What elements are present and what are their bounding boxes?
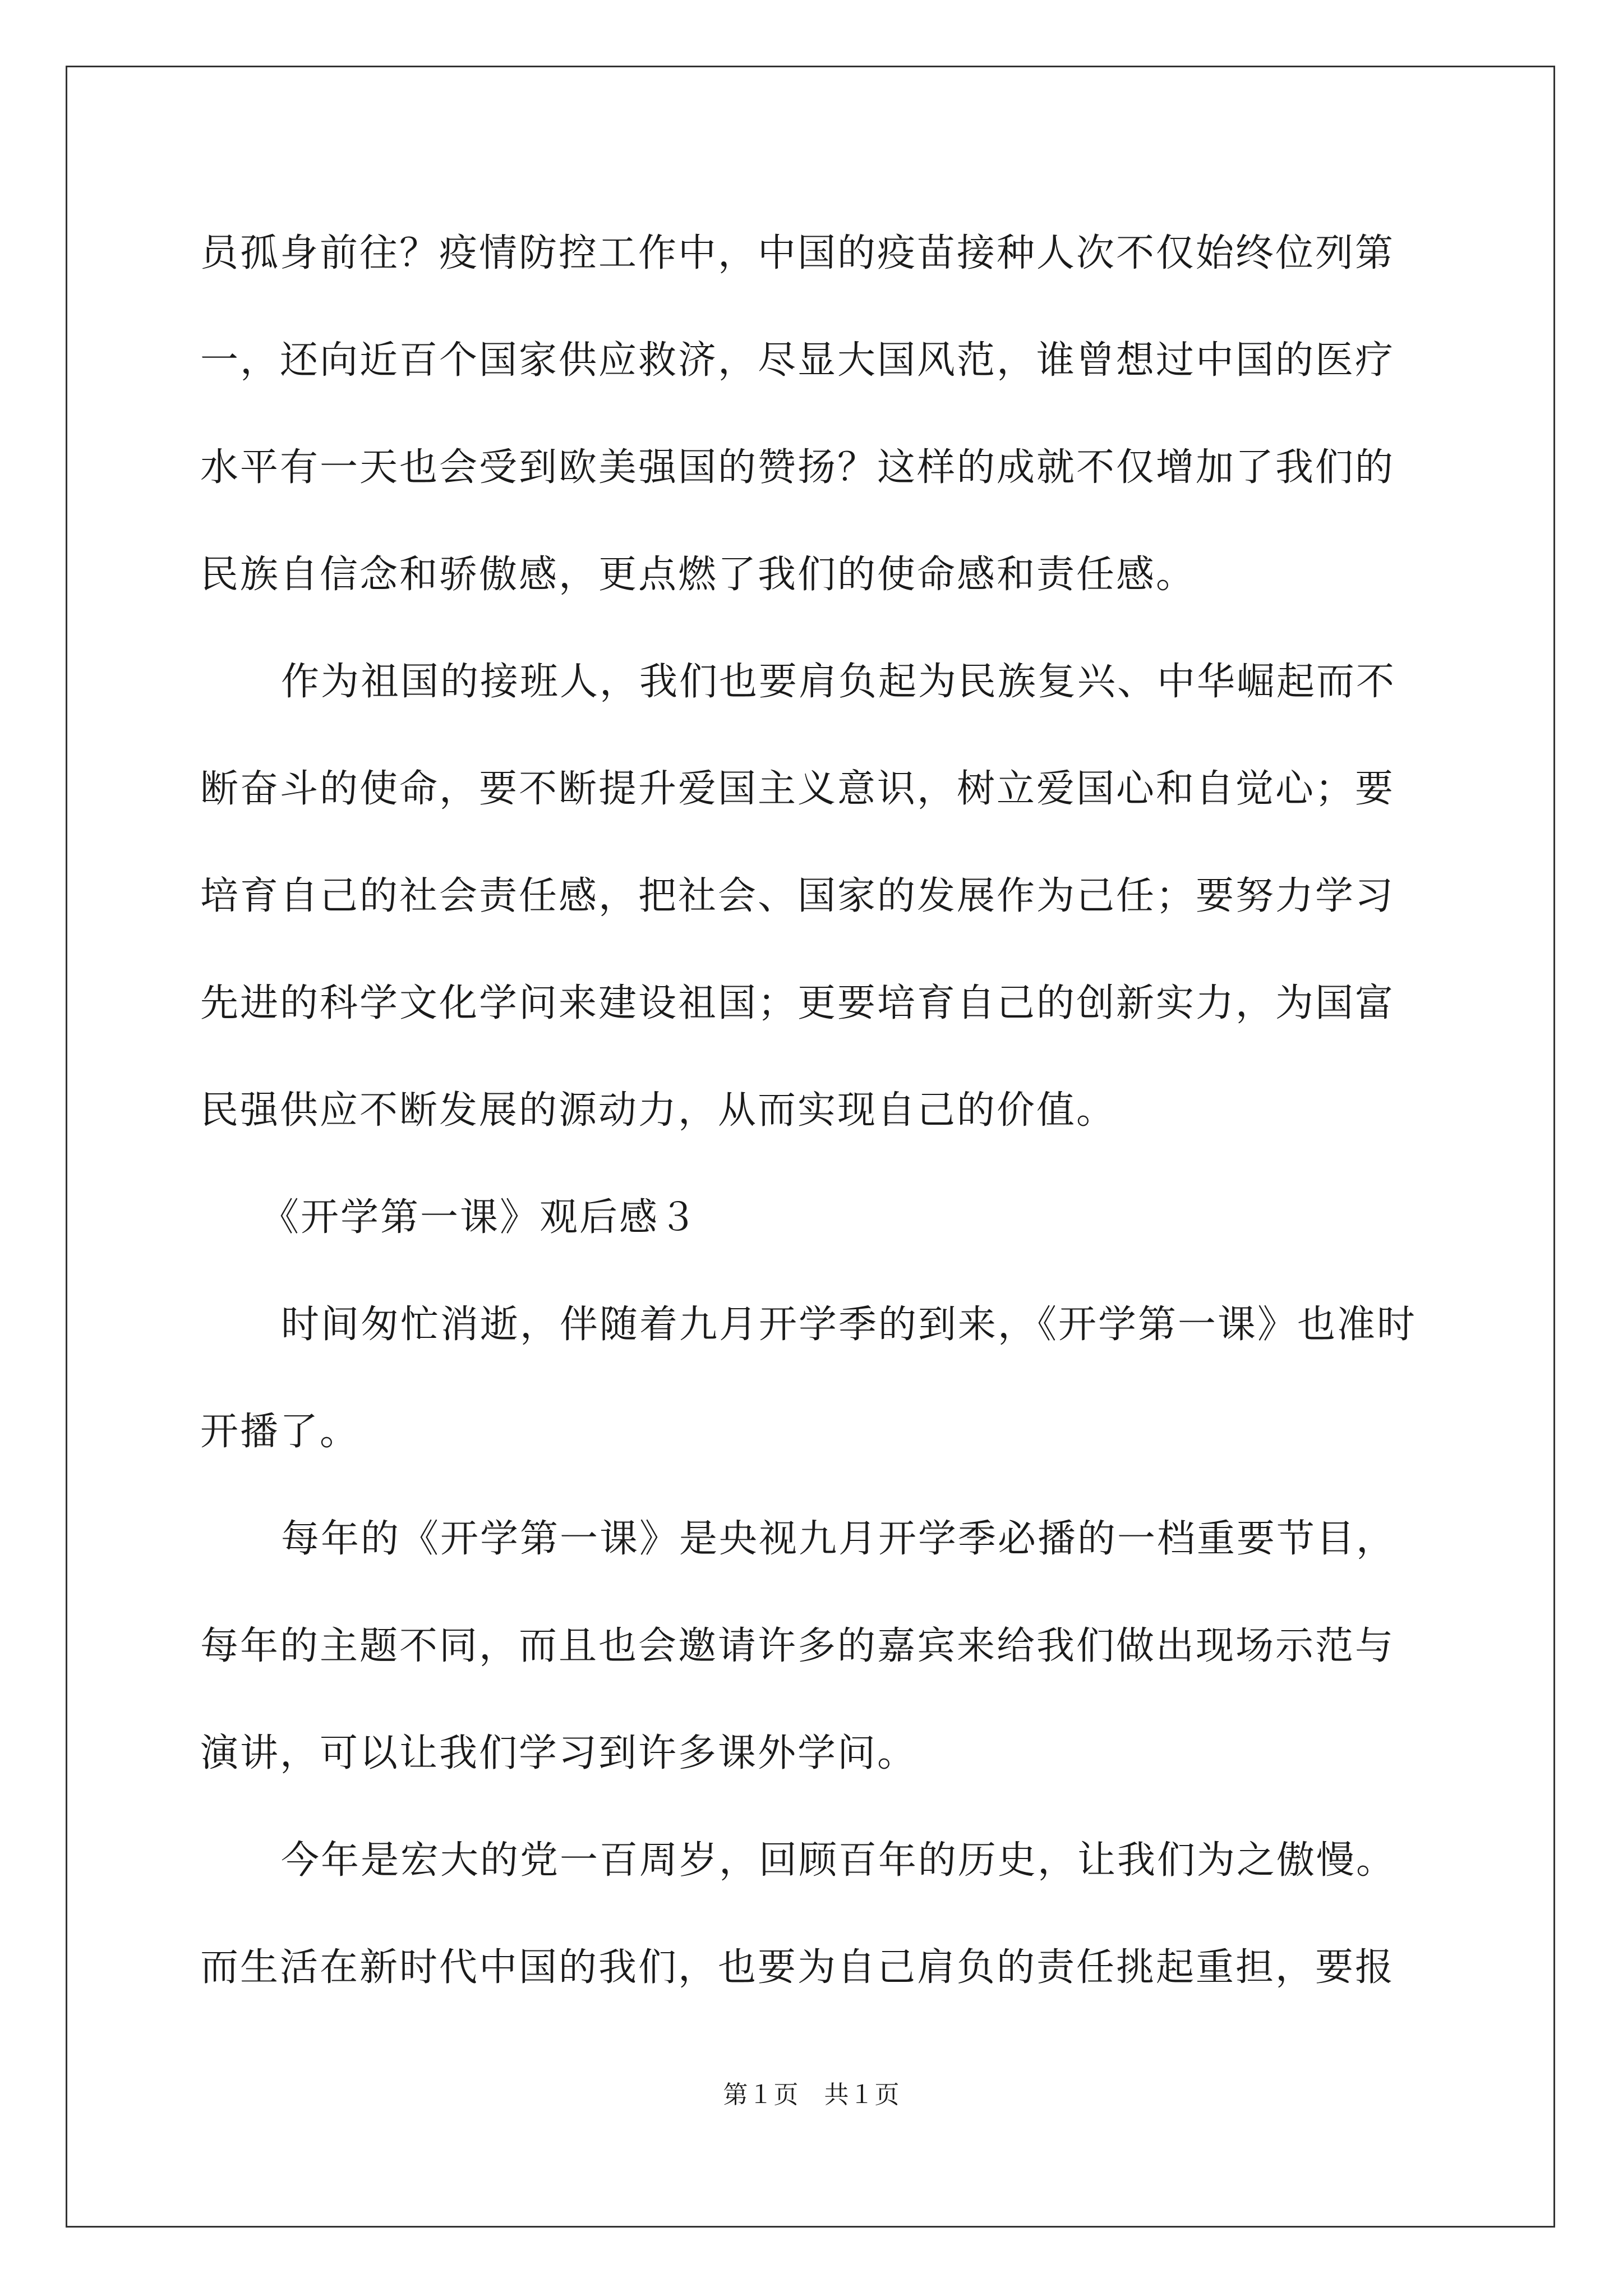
- section-title: 《开学第一课》观后感３: [261, 1195, 699, 1240]
- paragraph-line: 开播了。: [200, 1410, 360, 1454]
- paragraph-line: 时间匆忙消逝，伴随着九月开学季的到来，《开学第一课》也准时: [281, 1303, 1417, 1347]
- paragraph-line: 而生活在新时代中国的我们，也要为自己肩负的责任挑起重担，要报: [200, 1945, 1395, 1990]
- paragraph-line: 水平有一天也会受到欧美强国的赞扬？这样的成就不仅增加了我们的: [200, 445, 1395, 490]
- paragraph-line: 演讲，可以让我们学习到许多课外学问。: [200, 1731, 917, 1775]
- paragraph-line: 每年的《开学第一课》是央视九月开学季必播的一档重要节目，: [281, 1517, 1396, 1561]
- paragraph-line: 断奋斗的使命，要不断提升爱国主义意识，树立爱国心和自觉心；要: [200, 767, 1395, 811]
- paragraph-line: 先进的科学文化学问来建设祖国；更要培育自己的创新实力，为国富: [200, 981, 1395, 1025]
- paragraph-line: 今年是宏大的党一百周岁，回顾百年的历史，让我们为之傲慢。: [281, 1838, 1396, 1883]
- paragraph-line: 员孤身前往？疫情防控工作中，中国的疫苗接种人次不仅始终位列第: [200, 231, 1395, 275]
- paragraph-line: 作为祖国的接班人，我们也要肩负起为民族复兴、中华崛起而不: [281, 660, 1396, 704]
- paragraph-line: 民族自信念和骄傲感，更点燃了我们的使命感和责任感。: [200, 553, 1196, 597]
- paragraph-line: 一，还向近百个国家供应救济，尽显大国风范，谁曾想过中国的医疗: [200, 338, 1395, 383]
- paragraph-line: 民强供应不断发展的源动力，从而实现自己的价值。: [200, 1088, 1117, 1133]
- page-number: 第１页 共１页: [723, 2081, 900, 2109]
- paragraph-line: 培育自己的社会责任感，把社会、国家的发展作为己任；要努力学习: [200, 874, 1395, 918]
- page-frame: [66, 66, 1555, 2228]
- paragraph-line: 每年的主题不同，而且也会邀请许多的嘉宾来给我们做出现场示范与: [200, 1624, 1395, 1668]
